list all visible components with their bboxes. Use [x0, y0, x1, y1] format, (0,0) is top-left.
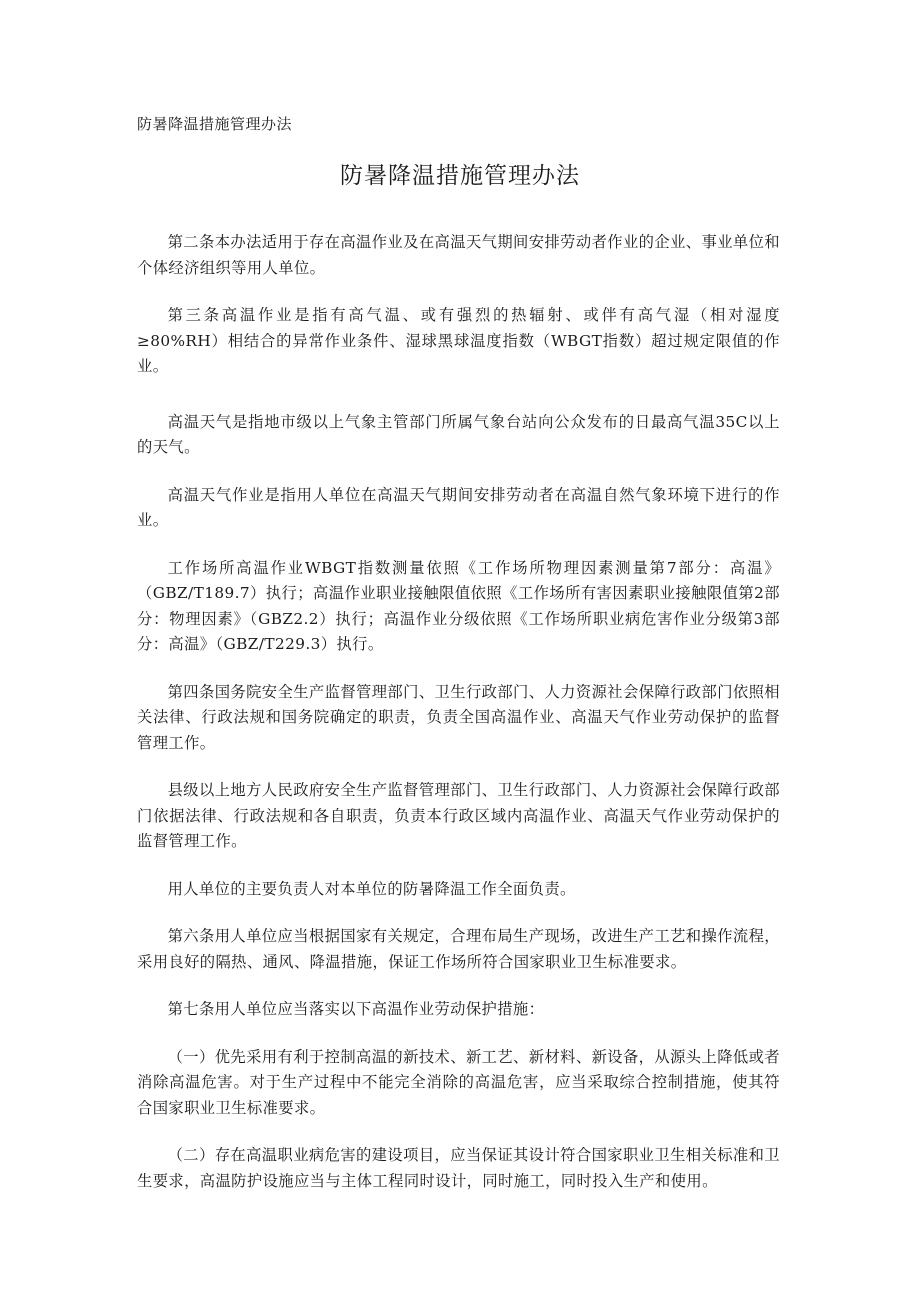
running-header: 防暑降温措施管理办法	[137, 115, 293, 133]
paragraph: （一）优先采用有利于控制高温的新技术、新工艺、新材料、新设备，从源头上降低或者消除高温危害。对于生产过程中不能完全消除的高温危害，应当采取综合控制措施，使其符合国家职业卫生标准要求。	[137, 1047, 780, 1117]
paragraph: 高温天气作业是指用人单位在高温天气期间安排劳动者在高温自然气象环境下进行的作业。	[137, 485, 780, 529]
document-body	[137, 230, 780, 1216]
paragraph: 县级以上地方人民政府安全生产监督管理部门、卫生行政部门、人力资源社会保障行政部门依据法律、行政法规和各自职责，负责本行政区域内高温作业、高温天气作业劳动保护的监督管理工作。	[137, 781, 780, 850]
paragraph: 第三条高温作业是指有高气温、或有强烈的热辐射、或伴有高气湿（相对湿度≥80%RH）相结合的异常作业条件、湿球黑球温度指数（WBGT指数）超过规定限值的作业。	[137, 306, 780, 375]
paragraph: 第六条用人单位应当根据国家有关规定，合理布局生产现场，改进生产工艺和操作流程，采用良好的隔热、通风、降温措施，保证工作场所符合国家职业卫生标准要求。	[137, 927, 780, 971]
paragraph: 第七条用人单位应当落实以下高温作业劳动保护措施：	[167, 1000, 545, 1018]
paragraph: 第四条国务院安全生产监督管理部门、卫生行政部门、人力资源社会保障行政部门依照相关法律、行政法规和国务院确定的职责，负责全国高温作业、高温天气作业劳动保护的监督管理工作。	[137, 682, 780, 752]
document-title: 防暑降温措施管理办法	[340, 163, 580, 189]
paragraph: 工作场所高温作业WBGT指数测量依照《工作场所物理因素测量第7部分：高温》（GBZ/T189.7）执行；高温作业职业接触限值依照《工作场所有害因素职业接触限值第2部分：物理因素》（GBZ2.2）执行；高温作业分级依照《工作场所职业病危害作业分级第3部分：高温》（GBZ/T229.3）执行。	[137, 558, 780, 653]
paragraph: 用人单位的主要负责人对本单位的防暑降温工作全面负责。	[167, 879, 576, 898]
paragraph: 第二条本办法适用于存在高温作业及在高温天气期间安排劳动者作业的企业、事业单位和个体经济组织等用人单位。	[137, 233, 780, 277]
paragraph: 高温天气是指地市级以上气象主管部门所属气象台站向公众发布的日最高气温35C以上的天气。	[137, 412, 780, 456]
paragraph: （二）存在高温职业病危害的建设项目，应当保证其设计符合国家职业卫生相关标准和卫生要求，高温防护设施应当与主体工程同时设计，同时施工，同时投入生产和使用。	[137, 1146, 780, 1190]
